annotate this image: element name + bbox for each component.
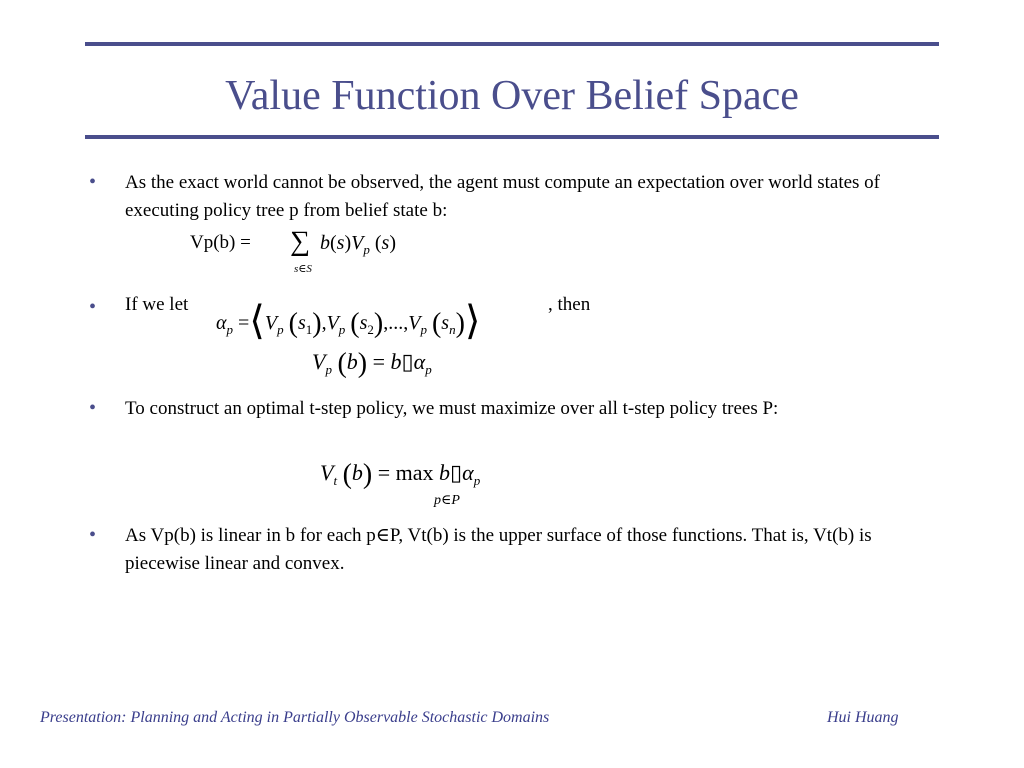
bullet-expectation-text: As the exact world cannot be observed, the agent must compute an expectation over world states of executing policy tree p from belief state b: bbox=[125, 172, 881, 221]
bullet-convexity-text: As Vp(b) is linear in b for each p∈P, Vt(b) is the upper surface of those functions. That is, Vt(b) is piecewise linear and convex. bbox=[125, 525, 872, 574]
footer-author: Hui Huang bbox=[827, 709, 899, 726]
sum-index: s∈S bbox=[294, 263, 312, 275]
bullet-marker: • bbox=[89, 397, 97, 419]
bullet-marker: • bbox=[89, 171, 97, 193]
max-index: p∈P bbox=[434, 493, 460, 508]
alpha-vector-equation: $\alpha_p$ $=⟨V_p$ $(s_1),V_p$ $(s_2),...,V_p$ $(s_n)⟩$ bbox=[216, 298, 481, 343]
max-value-equation: $V_t$ $(b) = \max b▯\alpha_p$ bbox=[320, 459, 481, 490]
bullet-alpha-prefix: If we let bbox=[125, 294, 189, 315]
title-rule-top bbox=[85, 42, 939, 46]
bullet-alpha-suffix: , then bbox=[548, 294, 591, 315]
vp-label: Vp(b) = bbox=[190, 232, 251, 253]
slide-title: Value Function Over Belief Space bbox=[225, 73, 799, 119]
sum-expression: $b(s)V_p$ (s) bbox=[320, 232, 396, 257]
sum-symbol: ∑ bbox=[290, 226, 310, 257]
bullet-optimal-policy-text: To construct an optimal t-step policy, we must maximize over all t-step policy trees P: bbox=[125, 398, 779, 419]
footer-presentation-title: Presentation: Planning and Acting in Partially Observable Stochastic Domains bbox=[40, 709, 550, 726]
title-rule-bottom bbox=[85, 135, 939, 139]
max-operator: max bbox=[395, 460, 434, 485]
bullet-marker: • bbox=[89, 524, 97, 546]
bullet-marker: • bbox=[89, 296, 97, 318]
value-dot-product-equation: $V_p$ $(b) = b▯\alpha_p$ bbox=[312, 348, 432, 379]
missing-glyph-box: ▯ bbox=[450, 460, 463, 485]
missing-glyph-box: ▯ bbox=[401, 349, 414, 374]
